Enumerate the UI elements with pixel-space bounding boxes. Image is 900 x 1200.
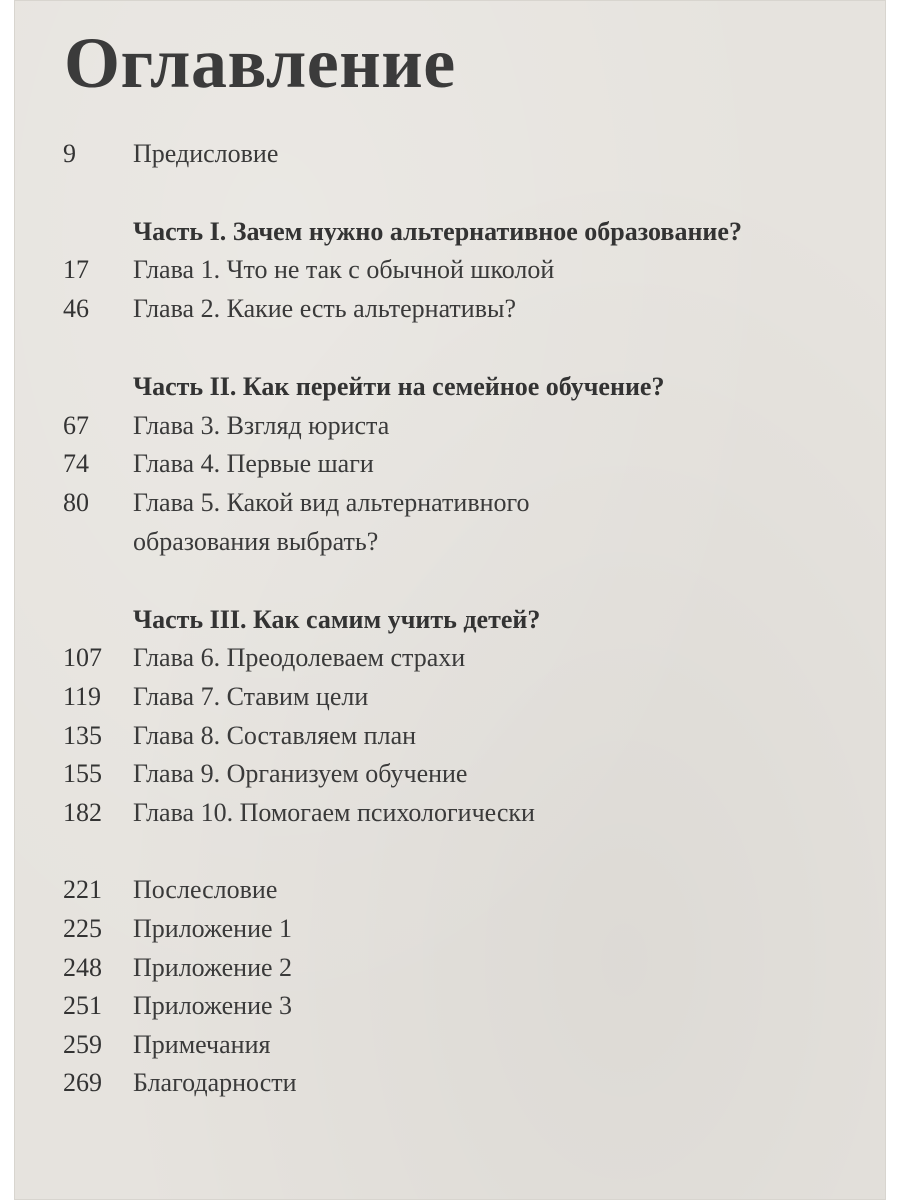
page-number: 225 bbox=[63, 914, 102, 943]
page-number: 221 bbox=[63, 875, 102, 904]
toc-entry-appendix-2 bbox=[14, 948, 886, 987]
toc-part-2-heading bbox=[14, 367, 886, 406]
entry-title: Благодарности bbox=[133, 1068, 297, 1097]
page-number: 135 bbox=[63, 721, 102, 750]
entry-title: Приложение 3 bbox=[133, 991, 293, 1020]
page-number: 251 bbox=[63, 991, 102, 1020]
toc-entry-notes bbox=[14, 1025, 886, 1064]
toc-entry-afterword bbox=[14, 870, 886, 909]
toc-entry-chapter-7 bbox=[14, 677, 886, 716]
entry-title: Глава 2. Какие есть альтернативы? bbox=[133, 294, 516, 323]
entry-title: Глава 7. Ставим цели bbox=[133, 682, 369, 711]
entry-title: Глава 9. Организуем обучение bbox=[133, 759, 468, 788]
part-title: Часть I. Зачем нужно альтернативное образование? bbox=[133, 217, 742, 246]
toc-entry-acknowledgements bbox=[14, 1063, 886, 1102]
toc-entry-chapter-10 bbox=[14, 793, 886, 832]
toc-entry-chapter-3 bbox=[14, 406, 886, 445]
toc-entry-appendix-1 bbox=[14, 909, 886, 948]
entry-title: Глава 3. Взгляд юриста bbox=[133, 411, 390, 440]
toc-entry-chapter-4 bbox=[14, 444, 886, 483]
page-number: 67 bbox=[63, 411, 89, 440]
toc-entry-preface bbox=[14, 134, 886, 173]
toc-entry-chapter-9 bbox=[14, 754, 886, 793]
book-page bbox=[14, 0, 886, 1200]
page-number: 269 bbox=[63, 1068, 102, 1097]
entry-title: Предисловие bbox=[133, 139, 279, 168]
entry-title: Глава 8. Составляем план bbox=[133, 721, 417, 750]
page-number: 259 bbox=[63, 1030, 102, 1059]
entry-title: Глава 5. Какой вид альтернативного bbox=[133, 488, 530, 517]
page-number: 182 bbox=[63, 798, 102, 827]
part-title: Часть III. Как самим учить детей? bbox=[133, 605, 541, 634]
toc-entry-chapter-6 bbox=[14, 638, 886, 677]
page-title: Оглавление bbox=[64, 23, 456, 103]
toc-part-1-heading bbox=[14, 212, 886, 251]
page-number: 248 bbox=[63, 953, 102, 982]
page-number: 107 bbox=[63, 643, 102, 672]
part-title: Часть II. Как перейти на семейное обучение? bbox=[133, 372, 665, 401]
page-number: 80 bbox=[63, 488, 89, 517]
entry-title: образования выбрать? bbox=[133, 527, 379, 556]
page-number: 9 bbox=[63, 139, 76, 168]
toc-part-3-heading bbox=[14, 600, 886, 639]
entry-title: Послесловие bbox=[133, 875, 278, 904]
entry-title: Приложение 1 bbox=[133, 914, 293, 943]
page-number: 155 bbox=[63, 759, 102, 788]
page-number: 119 bbox=[63, 682, 102, 711]
toc-entry-chapter-2 bbox=[14, 289, 886, 328]
entry-title: Глава 1. Что не так с обычной школой bbox=[133, 255, 555, 284]
toc-entry-chapter-1 bbox=[14, 250, 886, 289]
entry-title: Примечания bbox=[133, 1030, 271, 1059]
page-number: 46 bbox=[63, 294, 89, 323]
entry-title: Глава 6. Преодолеваем страхи bbox=[133, 643, 466, 672]
entry-title: Глава 4. Первые шаги bbox=[133, 449, 374, 478]
entry-title: Глава 10. Помогаем психологически bbox=[133, 798, 535, 827]
toc-entry-chapter-5-continued bbox=[14, 522, 886, 561]
page-number: 17 bbox=[63, 255, 89, 284]
entry-title: Приложение 2 bbox=[133, 953, 293, 982]
toc-entry-chapter-8 bbox=[14, 716, 886, 755]
page-number: 74 bbox=[63, 449, 89, 478]
toc-entry-appendix-3 bbox=[14, 986, 886, 1025]
toc-entry-chapter-5 bbox=[14, 483, 886, 522]
